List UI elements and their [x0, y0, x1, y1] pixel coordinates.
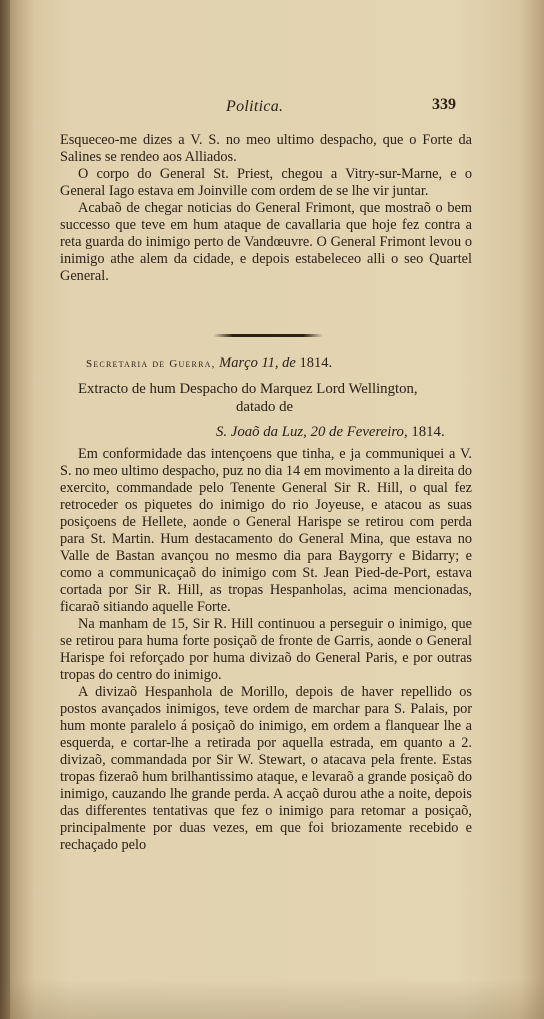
- dateline-place: S. Joaõ da Luz,: [216, 424, 307, 440]
- paragraph: A divizaõ Hespanhola de Morillo, depois de haver repellido os postos avançados inimigos, teve ordem de marchar para S. Palais, por hum monte paralelo á posiçaõ do inimigo, em ordem a flanquear lhe a esquerda, e cortar-lhe a retirada por aquella estrada, em quanto a 2. divizaõ, commandada por Sir W. Stewart, o atacava pela frente. Estas tropas fizeraõ hum brilhantissimo ataque, e levaraõ a grande posiçaõ do inimigo, cauzando lhe grande perda. A acçaõ durou athe a noite, depois das differentes tentativas que fez o inimigo para retomar a posiçaõ, principalmente por duas vezes, em que foi briozamente recebido e rechaçado pelo: [60, 684, 472, 853]
- top-text-block: [60, 132, 472, 285]
- bottom-text-block: [60, 446, 472, 854]
- extract-line-1: Extracto de hum Despacho do Marquez Lord Wellington,: [78, 381, 418, 397]
- book-gutter: [0, 0, 10, 1019]
- section-divider-rule: [213, 334, 323, 337]
- extract-title: [78, 380, 478, 416]
- heading-year: 1814.: [299, 355, 333, 371]
- dateline-year: 1814.: [411, 424, 445, 440]
- paragraph: Na manham de 15, Sir R. Hill continuou a perseguir o inimigo, que se retirou para huma forte posiçaõ de fronte de Garris, aonde o General Harispe foi reforçado por huma divizaõ do General Paris, e por outras tropas do centro do inimigo.: [60, 616, 472, 683]
- department-name: Secretaria de Guerra,: [86, 358, 216, 370]
- running-title: Politica.: [226, 98, 284, 115]
- paragraph: O corpo do General St. Priest, chegou a Vitry-sur-Marne, e o General Iago estava em Joinville com ordem de se lhe vir juntar.: [60, 166, 472, 199]
- section-heading: [86, 355, 486, 372]
- heading-date: Março 11, de: [219, 355, 296, 371]
- paragraph: Acabaõ de chegar noticias do General Frimont, que mostraõ o bem successo que teve em hum ataque de cavallaria que hoje fez contra a reta guarda do inimigo perto de Vandœuvre. O General Frimont levou o inimigo athe alem da cidade, e depois estabeleceo alli o seo Quartel General.: [60, 200, 472, 284]
- dateline-date: 20 de Fevereiro,: [310, 424, 408, 440]
- page-number: 339: [432, 96, 456, 113]
- extract-line-2: datado de: [236, 399, 294, 415]
- paragraph: Esqueceo-me dizes a V. S. no meo ultimo despacho, que o Forte da Salines se rendeo aos Alliados.: [60, 132, 472, 165]
- paragraph: Em conformidade das intençoens que tinha, e ja communiquei a V. S. no meo ultimo despacho, puz no dia 14 em movimento a la direita do exercito, commandade pelo Tenente General Sir R. Hill, o qual fez retroceder os piquetes do inimigo do rio Joyeuse, e atacou as suas posiçoens de Hellete, aonde o General Harispe se retirou com perda para St. Martin. Hum destacamento do General Mina, que estava no Valle de Bastan avançou no mesmo dia para Baygorry e Bidarry; e como a communicaçaõ do inimigo com St. Jean Pied-de-Port, estava cortada por Sir R. Hill, as tropas Hespanholas, acima mencionadas, ficaraõ sitiando aquelle Forte.: [60, 446, 472, 615]
- page-header: [0, 98, 544, 122]
- dateline: [216, 424, 476, 441]
